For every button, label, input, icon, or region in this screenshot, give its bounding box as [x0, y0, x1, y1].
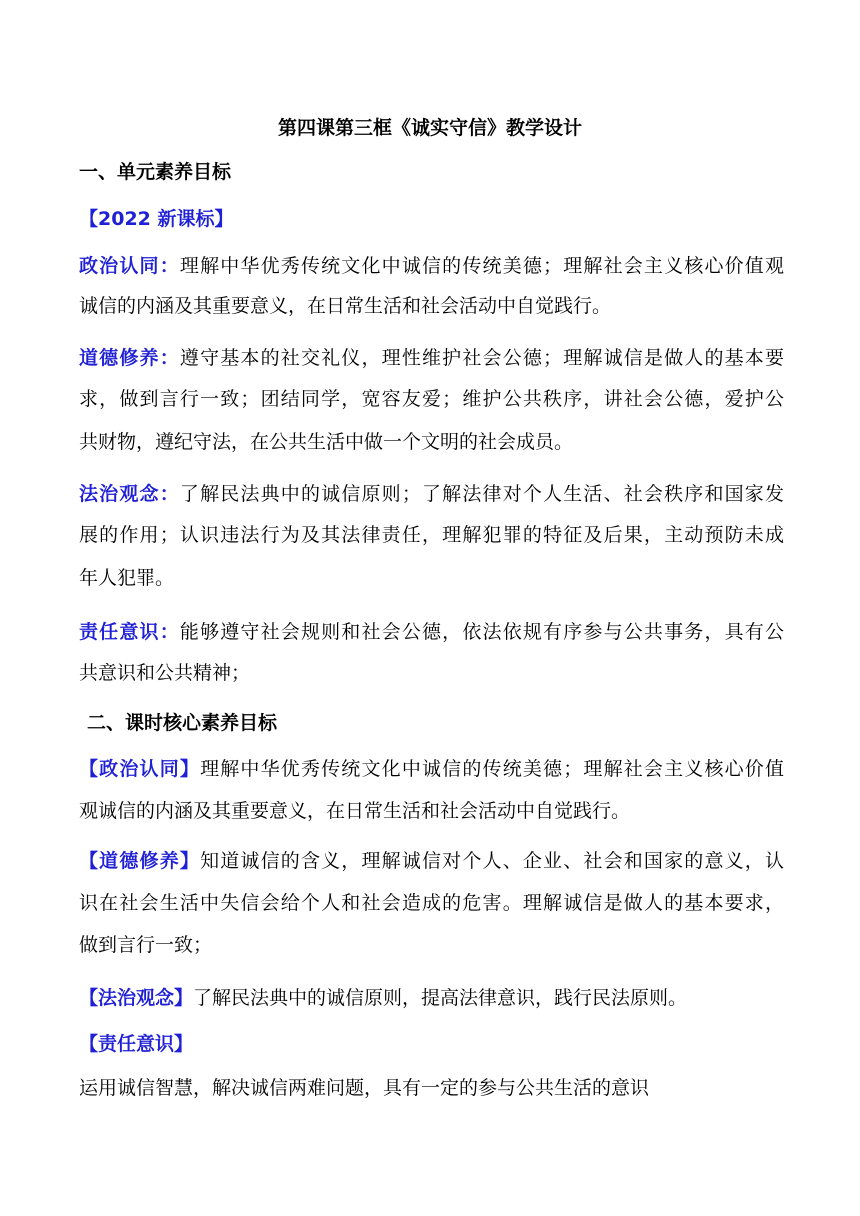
s1-moral-line-3: 共财物，遵纪守法，在公共生活中做一个文明的社会成员。 — [79, 431, 574, 453]
s2-political-label: 【政治认同】 — [79, 758, 201, 780]
section2-heading: 二、课时核心素养目标 — [87, 712, 278, 734]
s1-duty-line-2: 共意识和公共精神； — [79, 662, 251, 684]
s2-duty-line-1: 运用诚信智慧，解决诚信两难问题，具有一定的参与公共生活的意识 — [79, 1077, 650, 1099]
section1-tag: 【2022 新课标】 — [79, 208, 234, 230]
s2-law-line-1: 【法治观念】了解民法典中的诚信原则，提高法律意识，践行民法原则。 — [79, 987, 688, 1009]
s1-political-line-1: 政治认同：理解中华优秀传统文化中诚信的传统美德；理解社会主义核心价值观 — [79, 255, 784, 277]
s2-moral-line-3: 做到言行一致； — [79, 934, 213, 956]
s2-moral-line-1: 【道德修养】知道诚信的含义，理解诚信对个人、企业、社会和国家的意义，认 — [79, 850, 784, 872]
s2-duty-label: 【责任意识】 — [79, 1033, 194, 1055]
section1-heading: 一、单元素养目标 — [79, 161, 232, 183]
s1-moral-line-2: 求，做到言行一致；团结同学，宽容友爱；维护公共秩序，讲社会公德，爱护公 — [79, 388, 784, 410]
s1-political-label: 政治认同： — [79, 255, 180, 277]
s1-political-line-2: 诚信的内涵及其重要意义，在日常生活和社会活动中自觉践行。 — [79, 295, 612, 317]
s2-political-line-1: 【政治认同】理解中华优秀传统文化中诚信的传统美德；理解社会主义核心价值 — [79, 758, 784, 780]
s2-law-label: 【法治观念】 — [79, 987, 194, 1009]
s2-political-line-2: 观诚信的内涵及其重要意义，在日常生活和社会活动中自觉践行。 — [79, 800, 631, 822]
s2-moral-label: 【道德修养】 — [79, 850, 201, 872]
s1-duty-label: 责任意识： — [79, 621, 180, 643]
s1-moral-line-1: 道德修养：遵守基本的社交礼仪，理性维护社会公德；理解诚信是做人的基本要 — [79, 347, 784, 369]
s1-moral-label: 道德修养： — [79, 347, 180, 369]
s1-law-line-3: 年人犯罪。 — [79, 567, 175, 589]
document-title: 第四课第三框《诚实守信》教学设计 — [277, 117, 582, 139]
s1-law-label: 法治观念： — [79, 483, 180, 505]
s1-law-line-1: 法治观念：了解民法典中的诚信原则；了解法律对个人生活、社会秩序和国家发 — [79, 483, 784, 505]
s2-moral-line-2: 识在社会生活中失信会给个人和社会造成的危害。理解诚信是做人的基本要求， — [79, 892, 784, 914]
s1-duty-line-1: 责任意识：能够遵守社会规则和社会公德，依法依规有序参与公共事务，具有公 — [79, 621, 784, 643]
s1-law-line-2: 展的作用；认识违法行为及其法律责任，理解犯罪的特征及后果，主动预防未成 — [79, 524, 784, 546]
